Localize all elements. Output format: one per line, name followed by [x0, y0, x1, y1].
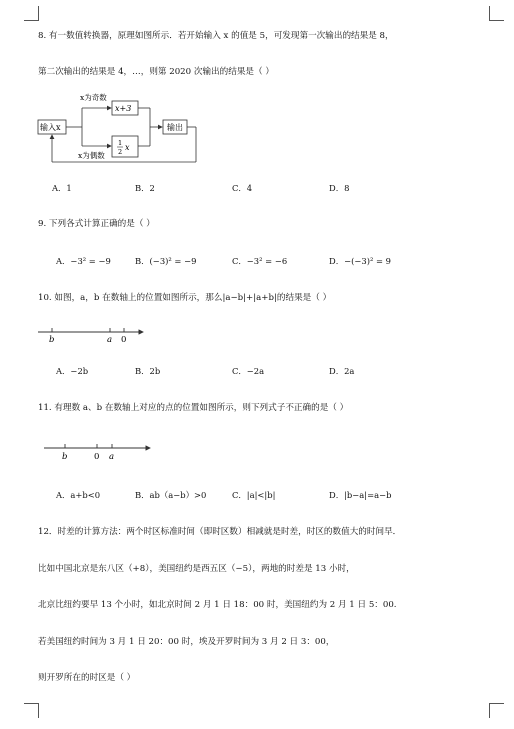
q10-option-c: C．−2a — [232, 366, 265, 376]
even-branch-label: x为偶数 — [78, 151, 105, 160]
even-op-denominator: 2 — [118, 148, 123, 156]
q11-stem: 11. 有理数 a、b 在数轴上对应的点的位置如图所示，则下列式子不正确的是（ ） — [38, 403, 349, 413]
q10-stem: 10. 如图，a，b 在数轴上的位置如图所示，那么|a−b|+|a+b|的结果是（ ） — [38, 293, 332, 303]
q12-line4: 若美国纽约时间为 3 月 1 日 20：00 时，埃及开罗时间为 3 月 2 日 3：00， — [38, 637, 335, 647]
q10-label-zero: 0 — [121, 335, 127, 345]
q12-line3: 北京比纽约要早 13 个小时，如北京时间 2 月 1 日 18：00 时，美国纽约为 2 月 1 日 5：00. — [38, 600, 397, 610]
q11-option-a: A．a+b<0 — [56, 490, 101, 500]
even-op-numerator: 1 — [118, 139, 123, 147]
q10-option-a: A．−2b — [56, 366, 89, 376]
q11-label-zero: 0 — [94, 452, 100, 462]
q12-line1: 12．时差的计算方法：两个时区标准时间（即时区数）相减就是时差，时区的数值大的时间早． — [38, 527, 402, 537]
q8-option-c: C．4 — [232, 183, 253, 193]
q8-stem-line2: 第二次输出的结果是 4，…，则第 2020 次输出的结果是（ ） — [38, 67, 274, 77]
q9-stem: 9. 下列各式计算正确的是（ ） — [38, 219, 155, 229]
q10-option-b: B．2b — [135, 366, 161, 376]
q12-line2: 比如中国北京是东八区（+8），美国纽约是西五区（−5），两地的时差是 13 小时， — [38, 564, 355, 574]
q9-option-c: C．−3² = −6 — [232, 256, 288, 266]
q9-option-d: D．−(−3)² = 9 — [329, 256, 392, 266]
q10-label-a: a — [107, 335, 113, 345]
even-op-variable: x — [125, 143, 130, 152]
q8-option-b: B．2 — [135, 183, 155, 193]
q10-label-b: b — [49, 335, 55, 345]
output-box-label: 输出 — [167, 123, 183, 132]
q11-option-b: B．ab（a−b）>0 — [135, 490, 207, 500]
odd-op-label: x+3 — [115, 104, 132, 113]
q11-option-d: D．|b−a|=a−b — [329, 490, 392, 500]
q8-option-a: A．1 — [52, 183, 72, 193]
q12-line5: 则开罗所在的时区是（ ） — [38, 673, 136, 683]
q11-label-a: a — [109, 452, 115, 462]
q9-option-a: A．−3² = −9 — [56, 256, 111, 266]
q8-option-d: D．8 — [329, 183, 350, 193]
q10-option-d: D．2a — [329, 366, 355, 376]
input-box-label: 输入x — [40, 123, 61, 132]
q9-option-b: B．(−3)² = −9 — [135, 256, 197, 266]
q11-label-b: b — [62, 452, 68, 462]
q11-option-c: C．|a|<|b| — [232, 490, 276, 500]
odd-branch-label: x为奇数 — [80, 93, 107, 102]
q8-stem-line1: 8. 有一数值转换器，原理如图所示．若开始输入 x 的值是 5，可发现第一次输出的结果是 8， — [38, 31, 394, 41]
